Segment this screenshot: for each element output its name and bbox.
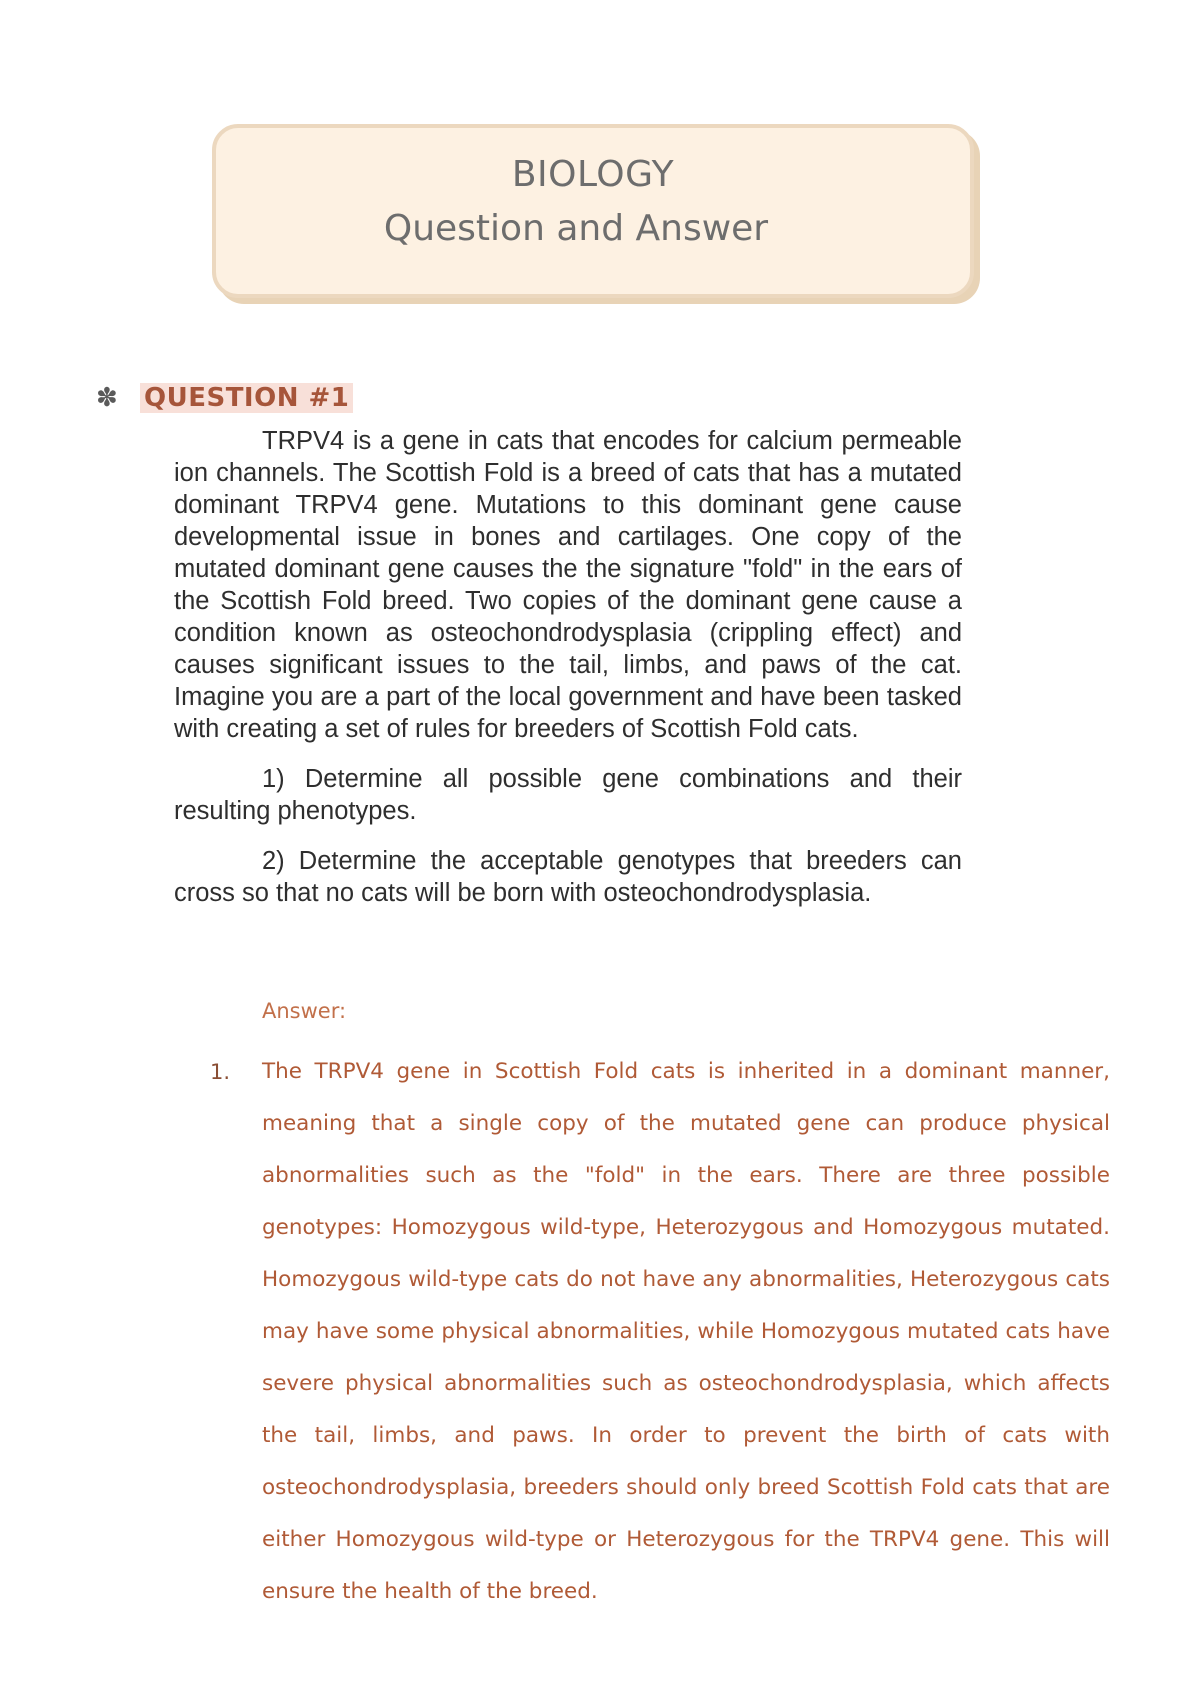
answer-label: Answer: — [262, 999, 347, 1023]
header-box — [212, 124, 974, 298]
document-title: BIOLOGY — [511, 154, 675, 195]
answer-text: The TRPV4 gene in Scottish Fold cats is inherited in a dominant manner, meaning that a single copy of the mutated gene can produce physical abnormalities such as the "fold" in the ears. There are three possible genotypes: Homozygous wild-type, Heterozygous and Homozygous mutated. Homozygous wild-type cats do not have any abnormalities, Heterozygous cats may have some physical abnormalities, while Homozygous mutated cats have severe physical abnormalities such as osteochondrodysplasia, which affects the tail, limbs, and paws. In order to prevent the birth of cats with osteochondrodysplasia, breeders should only breed Scottish Fold cats that are either Homozygous wild-type or Heterozygous for the TRPV4 gene. This will ensure the health of the breed. — [262, 1059, 1110, 1604]
flower-bullet-icon: ✽ — [96, 383, 118, 413]
question-label: QUESTION #1 — [140, 383, 353, 413]
list-item — [210, 1046, 1110, 1618]
question-part-2: 2) Determine the acceptable genotypes that breeders can cross so that no cats will be born with osteochondrodysplasia. — [174, 847, 962, 907]
document-subtitle: Question and Answer — [383, 208, 769, 249]
question-paragraph: TRPV4 is a gene in cats that encodes for calcium permeable ion channels. The Scottish Fold is a breed of cats that has a mutated dominant TRPV4 gene. Mutations to this dominant gene cause developmental issue in bones and cartilages. One copy of the mutated dominant gene causes the the signature "fold" in the ears of the Scottish Fold breed. Two copies of the dominant gene cause a condition known as osteochondrodysplasia (crippling effect) and causes significant issues to the tail, limbs, and paws of the cat. Imagine you are a part of the local government and have been tasked with creating a set of rules for breeders of Scottish Fold cats. — [174, 427, 962, 743]
question-part-1: 1) Determine all possible gene combinations and their resulting phenotypes. — [174, 765, 962, 825]
question-body — [174, 425, 962, 927]
answer-list — [210, 1046, 1110, 1618]
answer-number: 1. — [210, 1060, 231, 1084]
question-heading — [96, 378, 353, 418]
